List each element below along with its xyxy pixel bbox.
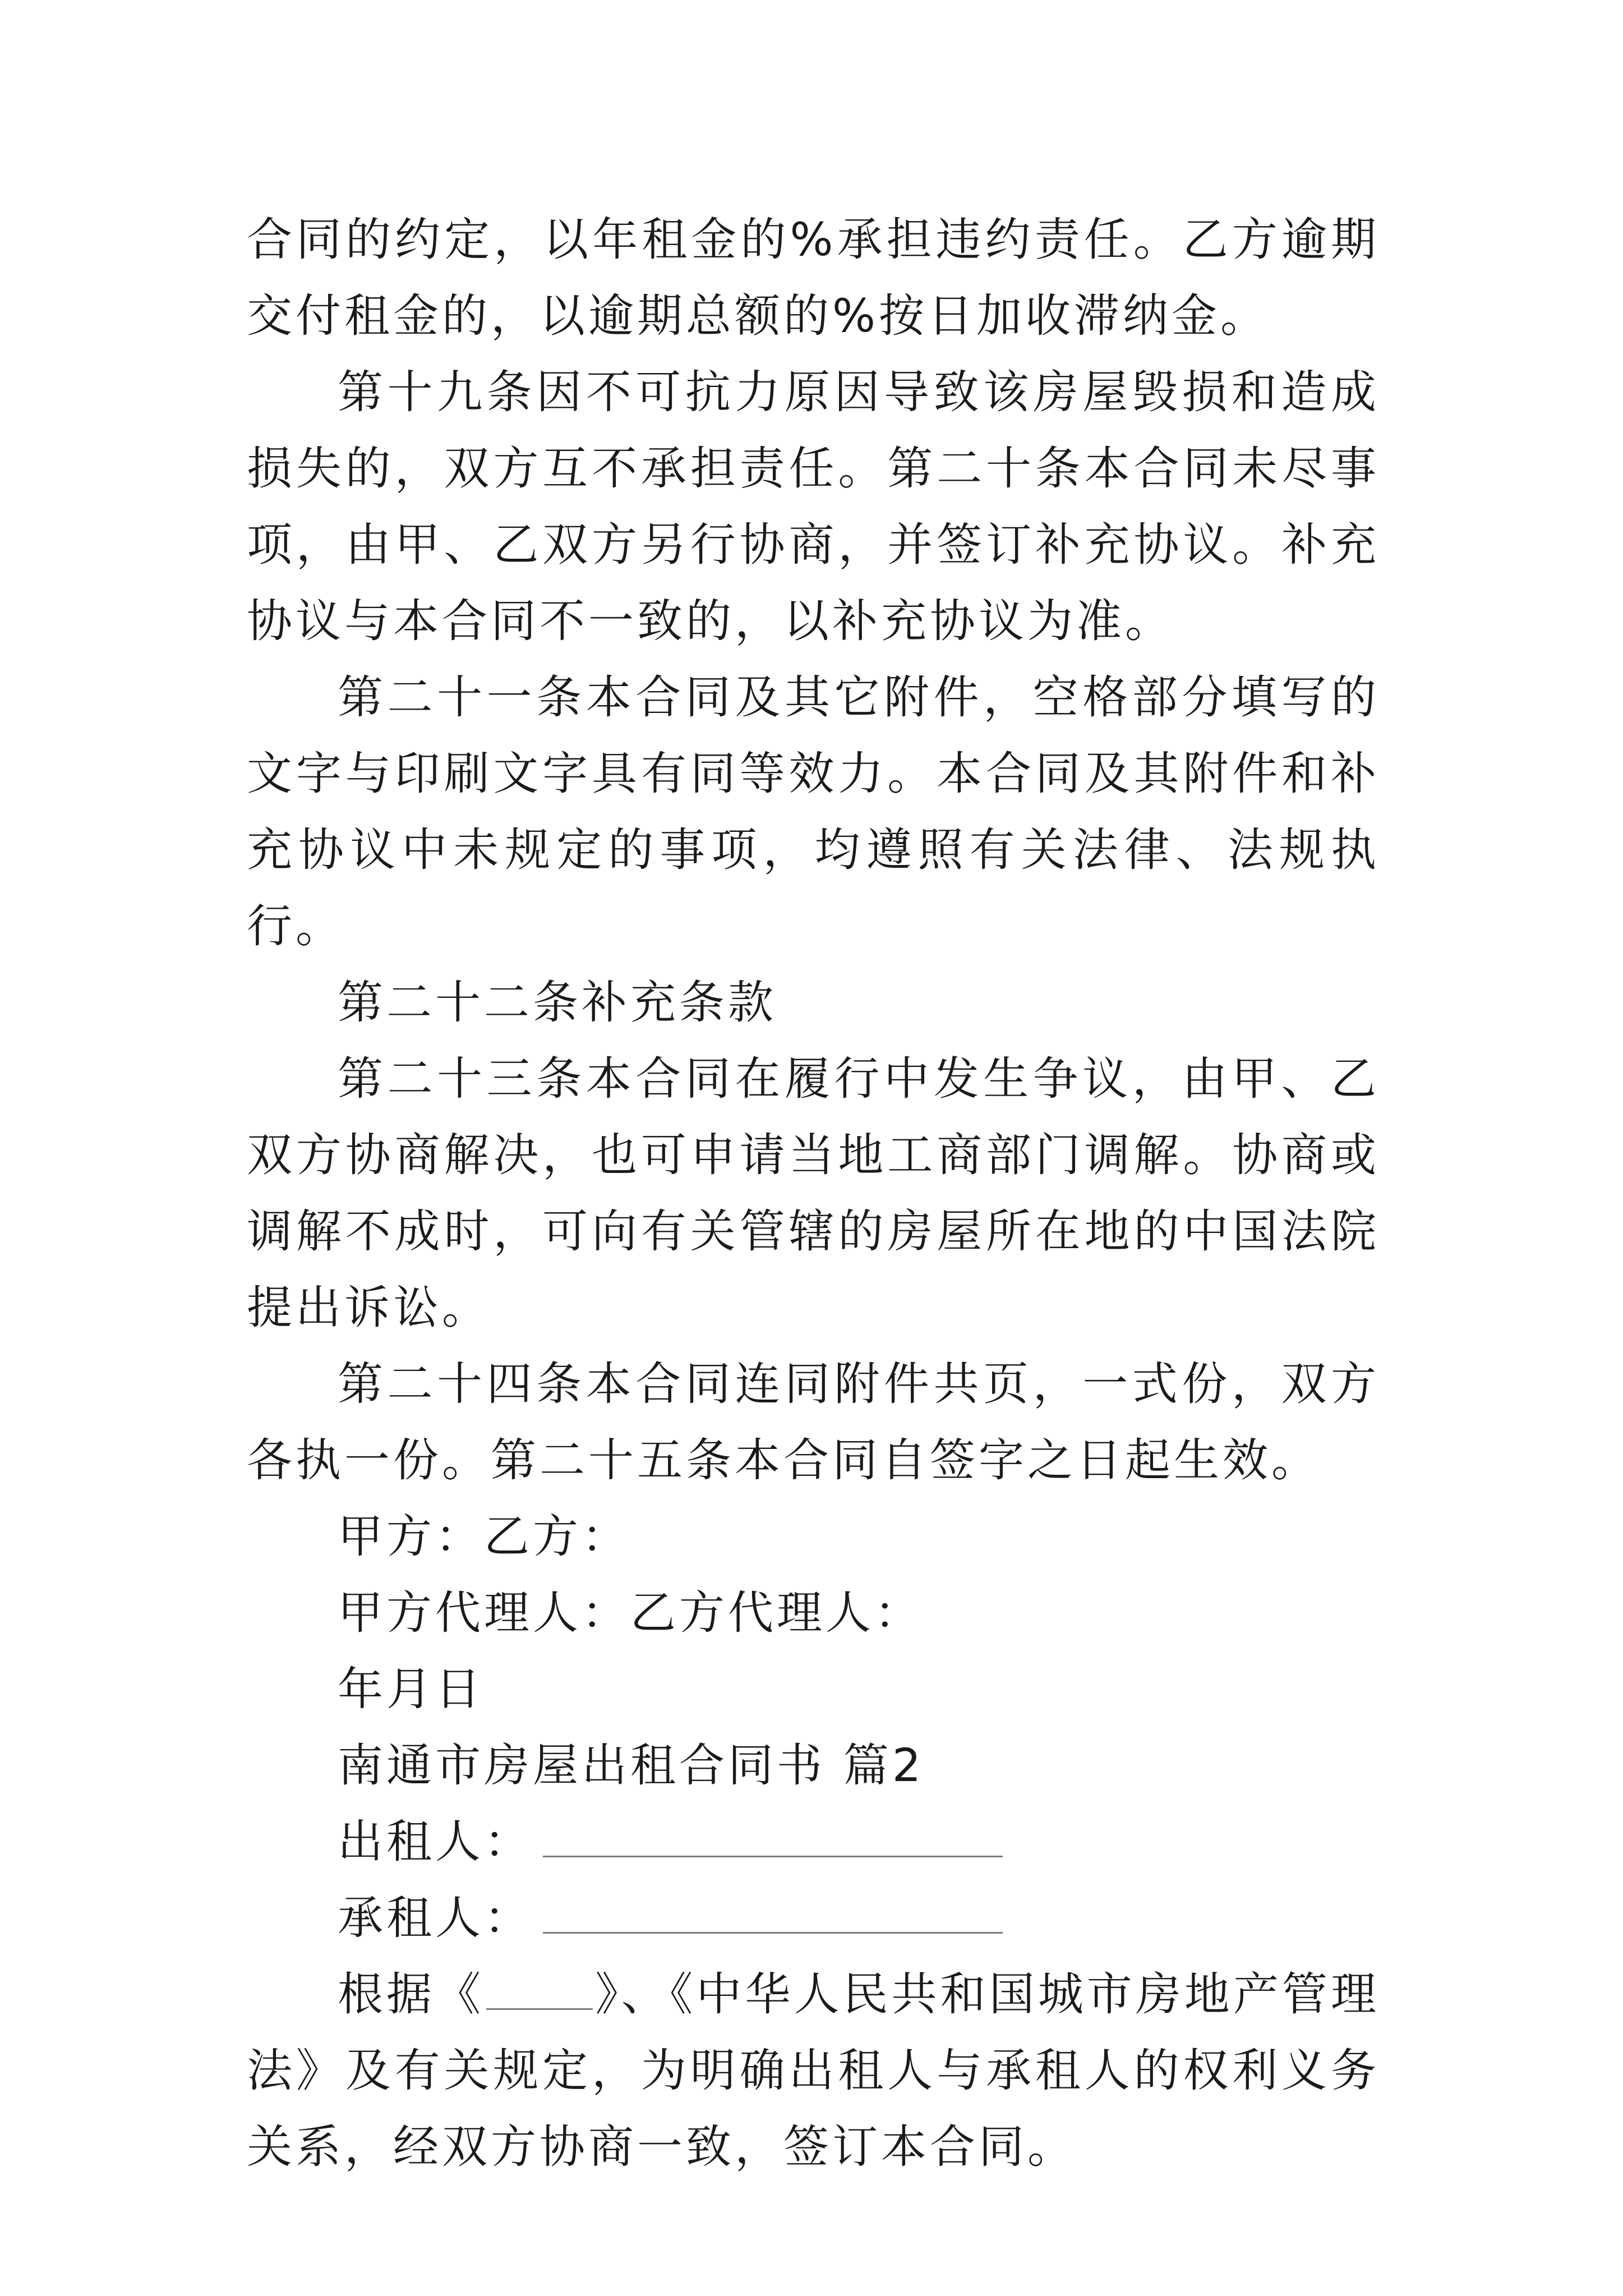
lessor-line (247, 1804, 1380, 1880)
paragraph-article-21: 第二十一条本合同及其它附件，空格部分填写的文字与印刷文字具有同等效力。本合同及其附件和补充协议中未规定的事项，均遵照有关法律、法规执行。 (247, 671, 1380, 953)
paragraph-article-23: 第二十三条本合同在履行中发生争议，由甲、乙双方协商解决，也可申请当地工商部门调解。协商或调解不成时，可向有关管辖的房屋所在地的中国法院提出诉讼。 (247, 1053, 1380, 1335)
paragraph-legal-basis (247, 1957, 1380, 2185)
signature-agents: 甲方代理人：乙方代理人： (338, 1587, 924, 1640)
signature-date: 年月日 (338, 1663, 485, 1716)
law-name-blank (486, 1976, 593, 2010)
lessee-blank (543, 1899, 1003, 1934)
legal-basis-suffix: 》、《中华人民共和国城市房地产管理法》及有关规定，为明确出租人与承租人的权利义务关系，经双方协商一致，签订本合同。 (247, 1968, 1380, 2174)
legal-basis-prefix: 根据《 (338, 1968, 485, 2021)
signature-parties: 甲方：乙方： (338, 1511, 631, 1563)
document-body (247, 202, 1380, 2185)
paragraph-article-24-25: 第二十四条本合同连同附件共页，一式份，双方各执一份。第二十五条本合同自签字之日起生效。 (247, 1358, 1380, 1487)
lessee-line (247, 1880, 1380, 1957)
lessee-label: 承租人： (338, 1892, 533, 1945)
section-2-heading: 南通市房屋出租合同书 篇2 (338, 1740, 925, 1792)
lessor-label: 出租人： (338, 1816, 533, 1869)
paragraph-article-19-20: 第十九条因不可抗力原因导致该房屋毁损和造成损失的，双方互不承担责任。第二十条本合同未尽事项，由甲、乙双方另行协商，并签订补充协议。补充协议与本合同不一致的，以补充协议为准。 (247, 366, 1380, 648)
paragraph-article-22: 第二十二条补充条款 (338, 977, 777, 1029)
paragraph-penalty-clause: 合同的约定，以年租金的%承担违约责任。乙方逾期交付租金的，以逾期总额的%按日加收滞纳金。 (247, 214, 1380, 343)
lessor-blank (543, 1823, 1003, 1857)
